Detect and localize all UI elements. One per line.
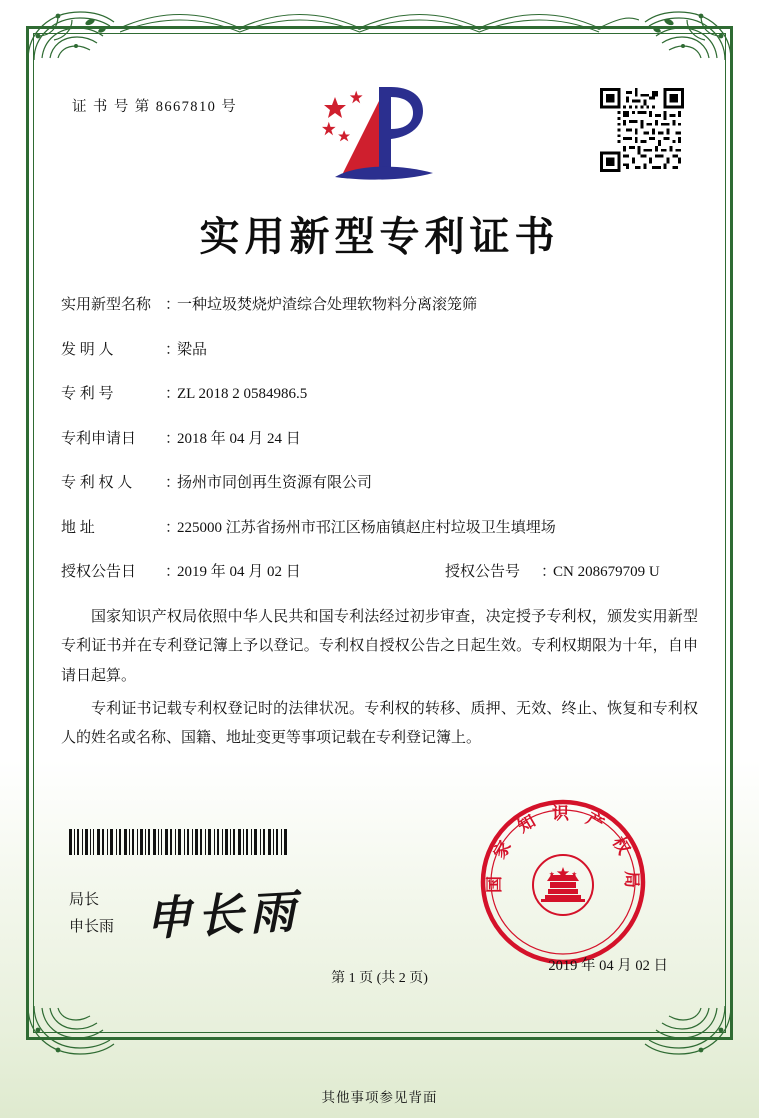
- field-patent-number: [61, 380, 698, 409]
- certificate-number: 证 书 号 第 8667810 号: [72, 99, 238, 115]
- field-value: 225000 江苏省扬州市邗江区杨庙镇赵庄村垃圾卫生填埋场: [177, 519, 556, 536]
- legal-text: [61, 603, 698, 757]
- field-value: 梁品: [177, 341, 208, 358]
- field-application-date: [61, 425, 698, 454]
- field-value: 2019 年 04 月 02 日: [177, 564, 301, 580]
- certificate-content: [33, 33, 726, 1033]
- field-utility-model-name: [61, 291, 698, 320]
- field-colon: ：: [165, 475, 181, 491]
- patent-office-logo-icon: [305, 81, 455, 191]
- field-label: 专 利 权 人: [61, 475, 133, 491]
- field-label: 实用新型名称: [61, 297, 152, 313]
- barcode-icon: [69, 829, 289, 855]
- fields-list: [61, 291, 698, 603]
- seal-date: 2019 年 04 月 02 日: [548, 958, 668, 974]
- field-label: 专利申请日: [61, 430, 137, 447]
- field-colon: ：: [165, 430, 181, 447]
- field-value: 扬州市同创再生资源有限公司: [177, 475, 373, 491]
- field-label: 专 利 号: [61, 386, 114, 402]
- page-title: 实用新型专利证书: [199, 213, 560, 260]
- field-value: 2018 年 04 月 24 日: [177, 430, 301, 447]
- field-colon: ：: [165, 386, 181, 402]
- field-label: 发 明 人: [61, 341, 114, 358]
- signature-block: [69, 887, 114, 941]
- field-address: [61, 514, 698, 543]
- field-colon: ：: [165, 341, 181, 358]
- director-title-label: 局长: [69, 892, 100, 908]
- handwritten-signature: 申长雨: [143, 883, 303, 947]
- svg-text:国 家 知 识 产 权 局: 国 家 知 识 产 权 局: [484, 804, 642, 893]
- top-edge-ornament-icon: [120, 8, 639, 34]
- field-colon: ：: [165, 564, 181, 580]
- paragraph-1: 国家知识产权局依照中华人民共和国专利法经过初步审查，决定授予专利权，颁发实用新型专利证书并在专利登记簿上予以登记。专利权自授权公告之日起生效。专利权期限为十年，自申请日起算。: [61, 609, 698, 684]
- field-colon: ：: [165, 519, 181, 536]
- paragraph-2: 专利证书记载专利权登记时的法律状况。专利权的转移、质押、无效、终止、恢复和专利权人的姓名或名称、国籍、地址变更等事项记载在专利登记簿上。: [61, 700, 698, 746]
- field-value: 一种垃圾焚烧炉渣综合处理软物料分离滚笼筛: [177, 297, 478, 313]
- field-inventor: [61, 336, 698, 365]
- page-number: 第 1 页 (共 2 页): [331, 971, 428, 986]
- qr-code-icon: [600, 88, 684, 172]
- national-ip-administration-seal-icon: [478, 797, 648, 967]
- field-patentee: [61, 469, 698, 498]
- field-grant-publication: [61, 558, 698, 587]
- field-label: 地 址: [61, 519, 95, 536]
- field-sub-value: CN 208679709 U: [553, 564, 660, 580]
- field-colon: ：: [541, 564, 557, 580]
- field-sub-label: 授权公告号: [445, 564, 521, 580]
- field-value: ZL 2018 2 0584986.5: [177, 386, 308, 402]
- field-colon: ：: [165, 297, 181, 313]
- footer-note: 其他事项参见背面: [321, 1090, 438, 1105]
- director-name-label: 申长雨: [69, 919, 115, 935]
- field-label: 授权公告日: [61, 564, 137, 580]
